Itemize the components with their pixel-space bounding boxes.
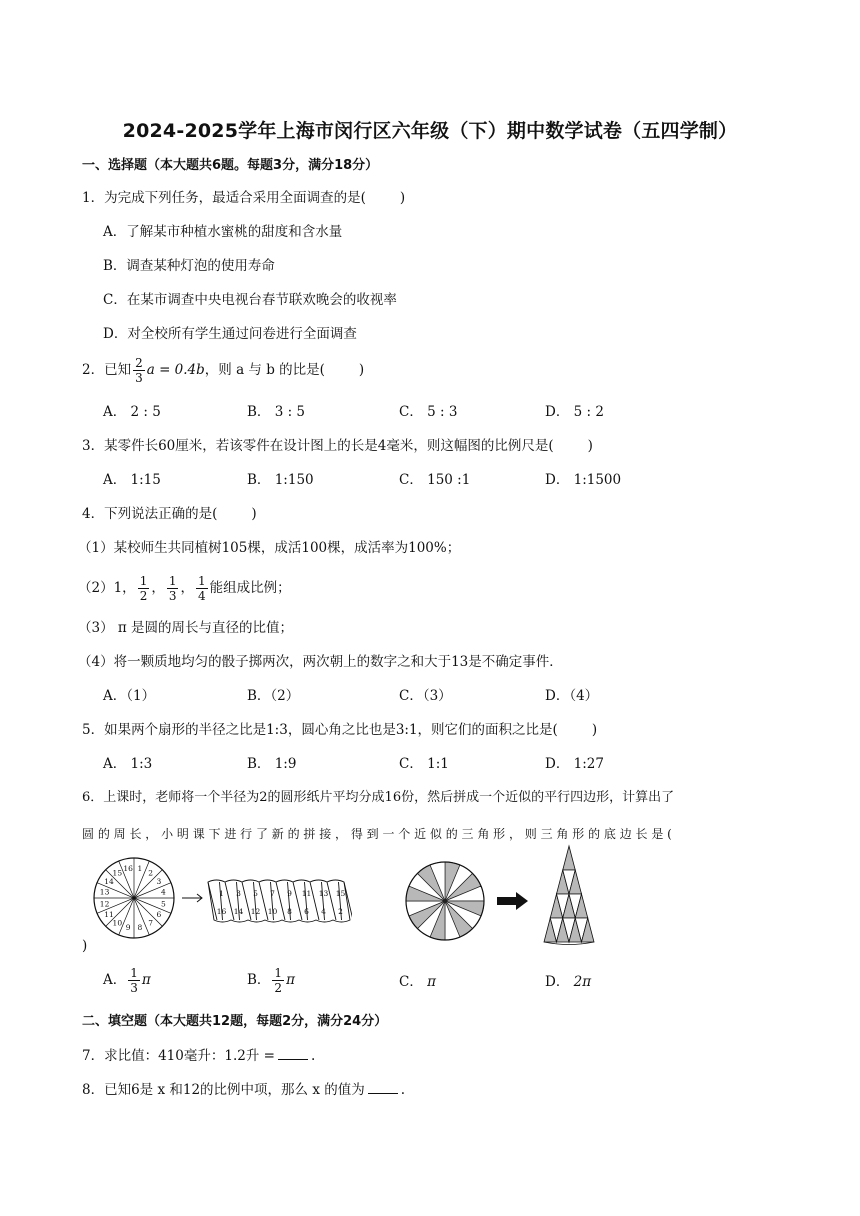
fraction-denominator: 2 (139, 589, 148, 603)
question-7 (82, 1046, 315, 1066)
statement-2-prefix: （2）1， (78, 580, 136, 596)
question-2-option-c: C． 5 : 3 (399, 404, 458, 420)
section-heading-choice: 一、选择题（本大题共6题。每题3分，满分18分） (82, 158, 379, 173)
sector-number: 11 (104, 910, 114, 920)
statement-2-suffix: 能组成比例； (209, 580, 291, 596)
fraction-numerator: 1 (168, 574, 177, 588)
question-8-tail: . (400, 1082, 406, 1098)
question-5-option-c: C． 1:1 (399, 756, 449, 772)
question-6-option-d (545, 972, 591, 992)
answer-blank[interactable] (278, 1047, 308, 1060)
question-4-statement-2: （2）1， $\frac{1}{2}$ ， $\frac{1}{3}$ ， $\frac{1}{4}$ 能组成比例； (78, 574, 291, 603)
sector-number: 8 (137, 922, 143, 932)
fraction-denominator: 4 (197, 589, 206, 603)
right-arrow-icon (180, 888, 206, 908)
question-3-text: 3．某零件长60厘米，若该零件在设计图上的长是4毫米，则这幅图的比例尺是( (82, 438, 554, 454)
sector-number: 8 (287, 907, 292, 916)
sector-number: 7 (270, 889, 275, 898)
fraction-one-third (167, 574, 179, 603)
sector-number: 12 (99, 899, 110, 909)
question-7-tail: . (310, 1048, 316, 1064)
fraction-numerator: 1 (274, 966, 283, 980)
question-4-statement-3: （3） π 是圆的周长与直径的比值； (78, 620, 294, 636)
question-4-stem (82, 504, 257, 524)
sector-number: 1 (137, 864, 143, 874)
question-5-text: 5．如果两个扇形的半径之比是1:3，圆心角之比也是3:1，则它们的面积之比是( (82, 722, 558, 738)
fraction-numerator: 1 (139, 574, 148, 588)
sector-number: 14 (233, 907, 244, 916)
question-1-close: ) (399, 190, 406, 206)
question-5-close: ) (591, 722, 598, 738)
question-4-option-d: D．（4） (545, 688, 599, 704)
sector-number: 5 (253, 889, 258, 898)
question-4-option-c: C．（3） (399, 688, 452, 704)
question-3-option-a: A． 1:15 (103, 472, 161, 488)
question-5-stem (82, 720, 597, 740)
option-value: π (427, 974, 437, 990)
sector-number: 1 (219, 889, 224, 898)
sector-number: 13 (318, 889, 329, 898)
question-3-close: ) (587, 438, 593, 454)
question-6-option-b (247, 966, 295, 995)
sector-number: 4 (321, 907, 326, 916)
question-1-text: 1．为完成下列任务，最适合采用全面调查的是( (82, 190, 366, 206)
question-2-suffix: ，则 a 与 b 的比是( (204, 362, 325, 378)
question-4-close: ) (251, 506, 257, 522)
question-2-prefix: 2．已知 (82, 362, 132, 378)
option-value: 2π (573, 974, 592, 990)
question-8 (82, 1080, 405, 1100)
question-5-option-b: B． 1:9 (247, 756, 297, 772)
sector-number: 6 (304, 907, 309, 916)
question-2-fraction (133, 356, 145, 385)
question-2-option-d: D． 5 : 2 (545, 404, 604, 420)
question-1-option-c: C．在某市调查中央电视台春节联欢晚会的收视率 (103, 292, 397, 308)
numbered-circle-figure (88, 852, 180, 944)
question-8-text: 8．已知6是 x 和12的比例中项，那么 x 的值为 (82, 1082, 365, 1098)
triangle-arrangement-figure (538, 844, 600, 948)
question-2-close: ) (358, 362, 365, 378)
question-1-option-d: D．对全校所有学生通过问卷进行全面调查 (103, 326, 357, 342)
option-label: B． (247, 972, 271, 988)
question-2-stem (82, 356, 364, 385)
question-3-option-b: B． 1:150 (247, 472, 314, 488)
question-4-text: 4．下列说法正确的是( (82, 506, 218, 522)
sector-number: 15 (112, 868, 123, 878)
fraction-denominator: 2 (274, 981, 283, 995)
question-5-option-a: A． 1:3 (103, 756, 153, 772)
option-label: A． (103, 972, 127, 988)
question-5-option-d: D． 1:27 (545, 756, 604, 772)
fraction-one-quarter (196, 574, 208, 603)
question-4-option-b: B．（2） (247, 688, 300, 704)
question-6-option-c (399, 972, 436, 992)
question-2-expression: a = 0.4b (146, 362, 205, 378)
fraction-one-third (128, 966, 140, 995)
pi-symbol: π (141, 972, 151, 988)
option-label: C． (399, 974, 423, 990)
triangle-sector-shaded (563, 846, 576, 870)
sector-number: 6 (156, 910, 162, 920)
question-3-stem (82, 436, 593, 456)
sector-number: 14 (104, 876, 114, 886)
sector-number: 9 (125, 922, 131, 932)
sector-number: 11 (301, 889, 312, 898)
sector-number: 2 (148, 868, 154, 878)
question-6-close: ) (82, 938, 88, 954)
question-4-statement-1: （1）某校师生共同植树105棵，成活100棵，成活率为100%； (78, 540, 461, 556)
answer-blank[interactable] (368, 1081, 398, 1094)
sector-number: 9 (287, 889, 292, 898)
question-1-stem (82, 188, 405, 208)
parallelogram-strip-figure (204, 876, 352, 926)
sector-number: 13 (99, 887, 110, 897)
sector-number: 5 (161, 899, 166, 909)
fraction-one-half (138, 574, 150, 603)
shaded-circle-figure (402, 858, 488, 944)
page-title: 2024-2025学年上海市闵行区六年级（下）期中数学试卷（五四学制） (122, 120, 738, 142)
pi-symbol: π (286, 972, 295, 988)
bold-right-arrow-icon (496, 891, 530, 911)
sector-number: 10 (267, 907, 278, 916)
sector-number: 7 (148, 918, 154, 928)
question-4-statement-4: （4）将一颗质地均匀的骰子掷两次，两次朝上的数字之和大于13是不确定事件． (78, 654, 563, 670)
sector-number: 16 (216, 907, 227, 916)
question-2-option-b: B． 3 : 5 (247, 404, 306, 420)
sector-number: 3 (236, 889, 241, 898)
fraction-numerator: 1 (197, 574, 206, 588)
fraction-numerator: 2 (135, 356, 143, 370)
sector-number: 10 (112, 918, 123, 928)
sector-number: 16 (123, 864, 133, 874)
fraction-denominator: 3 (168, 589, 177, 603)
question-4-option-a: A．（1） (103, 688, 156, 704)
sector-number: 4 (161, 887, 166, 897)
option-label: D． (545, 974, 570, 990)
question-6-option-a (103, 966, 151, 995)
question-1-option-a: A．了解某市种植水蜜桃的甜度和含水量 (103, 224, 343, 240)
fraction-denominator: 3 (130, 981, 138, 995)
question-1-option-b: B．调查某种灯泡的使用寿命 (103, 258, 275, 274)
question-7-text: 7．求比值：410毫升：1.2升 = (82, 1048, 275, 1064)
question-6-line-1: 6．上课时，老师将一个半径为2的圆形纸片平均分成16份，然后拼成一个近似的平行四边形，计算出了 (82, 790, 675, 805)
question-2-option-a: A． 2 : 5 (103, 404, 161, 420)
sector-number: 12 (250, 907, 261, 916)
question-3-option-d: D． 1:1500 (545, 472, 622, 488)
question-6-line-2: 圆 的 周 长 ， 小 明 课 下 进 行 了 新 的 拼 接 ， 得 到 一 个 近 似 的 三 角 形 ， 则 三 角 形 的 底 边 长 是 ( (82, 827, 672, 841)
sector-number: 3 (156, 876, 162, 886)
sector-number: 15 (335, 889, 346, 898)
fraction-denominator: 3 (135, 371, 143, 385)
section-heading-fill-blank: 二、填空题（本大题共12题，每题2分，满分24分） (82, 1014, 388, 1029)
fraction-numerator: 1 (130, 966, 138, 980)
sector-number: 2 (338, 907, 343, 916)
fraction-one-half (272, 966, 284, 995)
question-3-option-c: C． 150 :1 (399, 472, 471, 488)
